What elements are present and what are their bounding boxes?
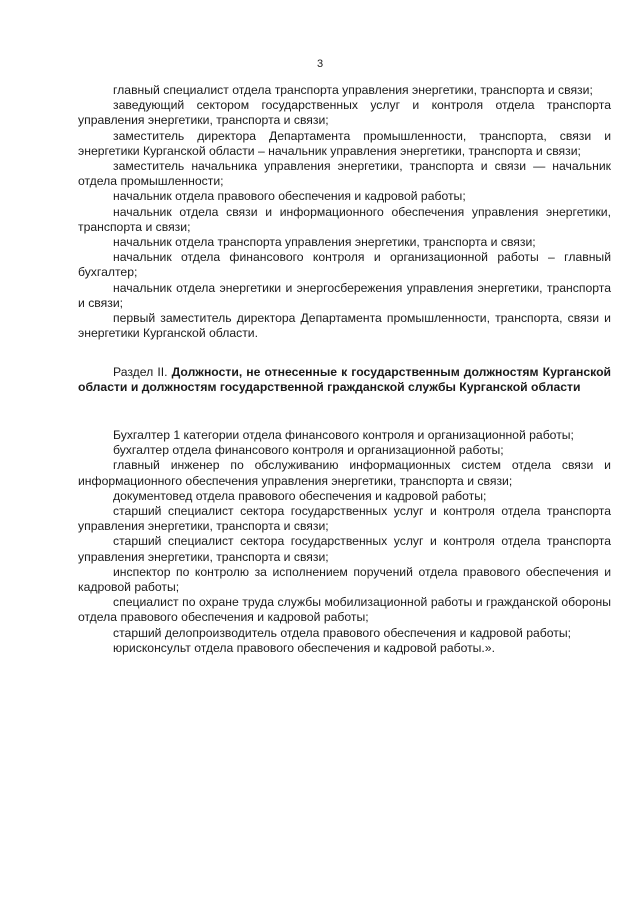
- section-heading: [78, 365, 611, 396]
- list-item: заместитель директора Департамента промышленности, транспорта, связи и энергетики Курганской области – начальник управления энергетики, транспорта и связи;: [78, 128, 611, 158]
- list-item: начальник отдела правового обеспечения и кадровой работы;: [113, 189, 466, 204]
- positions-list-a: [78, 83, 611, 341]
- list-item: документовед отдела правового обеспечения и кадровой работы;: [113, 488, 487, 503]
- list-item: старший делопроизводитель отдела правового обеспечения и кадровой работы;: [113, 625, 571, 640]
- list-item: заместитель начальника управления энергетики, транспорта и связи — начальник отдела промышленности;: [78, 159, 611, 189]
- list-item: старший специалист сектора государственных услуг и контроля отдела транспорта управления энергетики, транспорта и связи;: [78, 534, 611, 564]
- section-title: Должности, не отнесенные к государственным должностям Курганской области и должностям государственной гражданской службы Курганской области: [78, 365, 612, 395]
- page-number: 3: [316, 58, 324, 70]
- positions-list-b: [78, 428, 611, 656]
- list-item: юрисконсульт отдела правового обеспечения и кадровой работы.».: [113, 640, 495, 655]
- list-item: начальник отдела энергетики и энергосбережения управления энергетики, транспорта и связи;: [78, 280, 611, 310]
- list-item: специалист по охране труда службы мобилизационной работы и гражданской обороны отдела правового обеспечения и кадровой работы;: [78, 595, 611, 625]
- list-item: инспектор по контролю за исполнением поручений отдела правового обеспечения и кадровой работы;: [78, 564, 611, 595]
- list-item: Бухгалтер 1 категории отдела финансового контроля и организационной работы;: [113, 428, 574, 442]
- list-item: начальник отдела финансового контроля и организационной работы – главный бухгалтер;: [78, 250, 611, 280]
- list-item: бухгалтер отдела финансового контроля и организационной работы;: [113, 443, 504, 458]
- list-item: старший специалист сектора государственных услуг и контроля отдела транспорта управления энергетики, транспорта и связи;: [78, 504, 611, 534]
- section-prefix: Раздел II.: [113, 365, 172, 379]
- list-item: главный инженер по обслуживанию информационных систем отдела связи и информационного обеспечения управления энергетики, транспорта и связи;: [78, 458, 611, 488]
- list-item: заведующий сектором государственных услуг и контроля отдела транспорта управления энергетики, транспорта и связи;: [78, 98, 611, 128]
- list-item: главный специалист отдела транспорта управления энергетики, транспорта и связи;: [113, 83, 593, 97]
- list-item: начальник отдела связи и информационного обеспечения управления энергетики, транспорта и связи;: [78, 204, 611, 234]
- list-item: начальник отдела транспорта управления энергетики, транспорта и связи;: [113, 235, 536, 250]
- list-item: первый заместитель директора Департамента промышленности, транспорта, связи и энергетики Курганской области.: [78, 311, 611, 341]
